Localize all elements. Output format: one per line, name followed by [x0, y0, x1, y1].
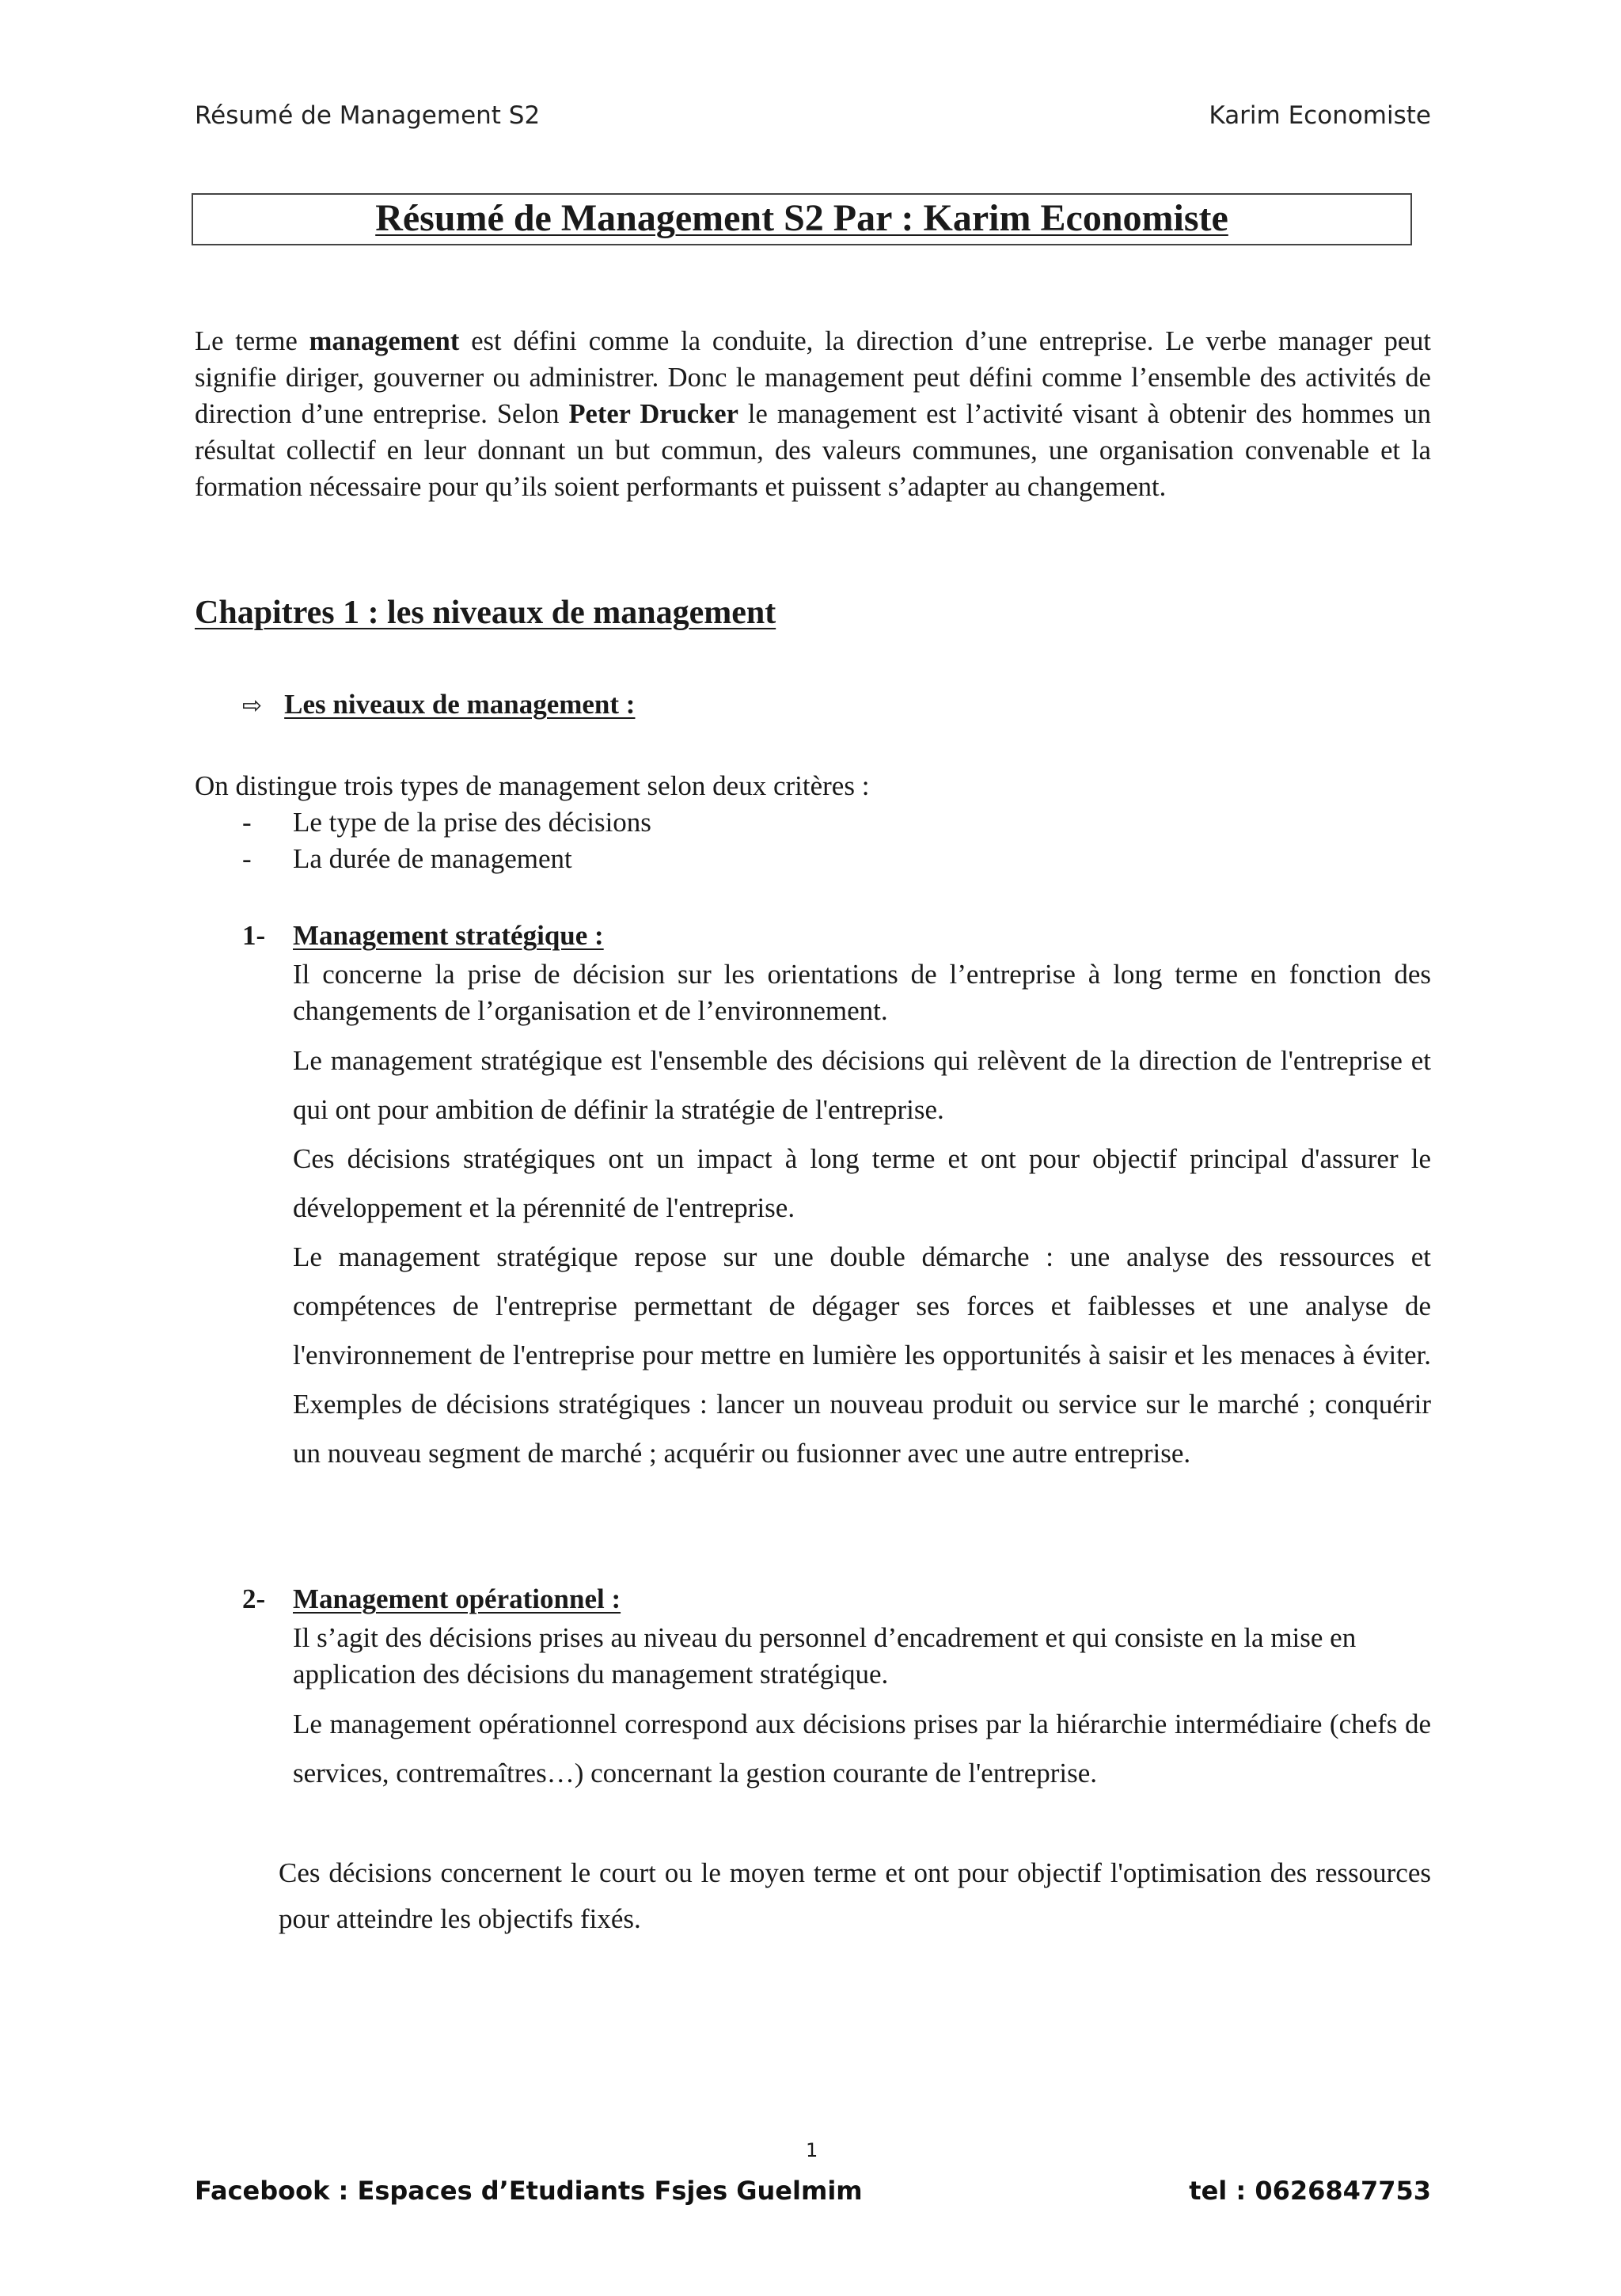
intro-text-3: le management est l’activité visant à obtenir des hommes un résultat collectif en leur donnant un but commun, des valeurs communes, une organisation convenable et la formation nécessaire pour qu’ils soient performants et puissent s’adapter au changement.	[195, 399, 1431, 502]
criteria-item-text: La durée de management	[293, 843, 572, 874]
intro-paragraph	[195, 323, 1431, 505]
chapter-heading: Chapitres 1 : les niveaux de management	[195, 595, 776, 631]
subheading-text: Les niveaux de management :	[284, 689, 636, 720]
section-paragraph: Le management stratégique repose sur une double démarche : une analyse des ressources et compétences de l'entreprise permettant de dégager ses forces et faiblesses et une analyse de l'environnement de l'entreprise pour mettre en lumière les opportunités à saisir et les menaces à éviter. Exemples de décisions stratégiques : lancer un nouveau produit ou service sur le marché ; conquérir un nouveau segment de marché ; acquérir ou fusionner avec une autre entreprise.	[293, 1241, 1431, 1469]
section-number: 1-	[242, 920, 266, 951]
intro-text-2: est défini comme la conduite, la direction d’une entreprise. Le verbe manager peut signifie diriger, gouverner ou administrer. Donc le management peut défini comme l’ensemble des activités de direction d’une entreprise. Selon	[195, 326, 1432, 429]
page-number: 1	[806, 2139, 818, 2161]
document-title: Résumé de Management S2 Par : Karim Economiste	[375, 197, 1228, 239]
section-heading-operationnel	[242, 1583, 621, 1615]
section-label: Management opérationnel :	[293, 1583, 621, 1614]
section-paragraph: Le management opérationnel correspond aux décisions prises par la hiérarchie intermédiaire (chefs de services, contremaîtres…) concernant la gestion courante de l'entreprise.	[293, 1709, 1431, 1789]
intro-text-1: Le terme	[195, 326, 309, 356]
footer-phone: tel : 0626847753	[1189, 2176, 1431, 2206]
section-lead: Il concerne la prise de décision sur les orientations de l’entreprise à long terme en fonction des changements de l’organisation et de l’environnement.	[293, 959, 1431, 1026]
intro-term-management: management	[309, 326, 460, 356]
intro-author-name: Peter Drucker	[568, 399, 738, 429]
subheading	[242, 689, 635, 720]
section-heading-strategique	[242, 920, 604, 952]
section-label: Management stratégique :	[293, 920, 604, 951]
running-header-author: Karim Economiste	[1209, 101, 1431, 130]
section-paragraph: Ces décisions concernent le court ou le moyen terme et ont pour objectif l'optimisation des ressources pour atteindre les objectifs fixés.	[279, 1857, 1431, 1934]
arrow-right-icon: ⇨	[242, 692, 263, 720]
criteria-intro: On distingue trois types de management selon deux critères :	[195, 770, 870, 801]
criteria-item-text: Le type de la prise des décisions	[293, 807, 651, 838]
section-lead: Il s’agit des décisions prises au niveau du personnel d’encadrement et qui consiste en la mise en application des décisions du management stratégique.	[293, 1622, 1357, 1690]
section-paragraph: Le management stratégique est l'ensemble des décisions qui relèvent de la direction de l'entreprise et qui ont pour ambition de définir la stratégie de l'entreprise.	[293, 1045, 1431, 1125]
running-header-title: Résumé de Management S2	[195, 101, 541, 130]
criteria-item: - Le type de la prise des décisions	[242, 807, 651, 838]
section-number: 2-	[242, 1583, 266, 1614]
criteria-item: - La durée de management	[242, 843, 572, 874]
section-paragraph: Ces décisions stratégiques ont un impact à long terme et ont pour objectif principal d'assurer le développement et la pérennité de l'entreprise.	[293, 1143, 1431, 1223]
document-title-box	[192, 193, 1412, 245]
footer-facebook: Facebook : Espaces d’Etudiants Fsjes Guelmim	[195, 2176, 863, 2206]
